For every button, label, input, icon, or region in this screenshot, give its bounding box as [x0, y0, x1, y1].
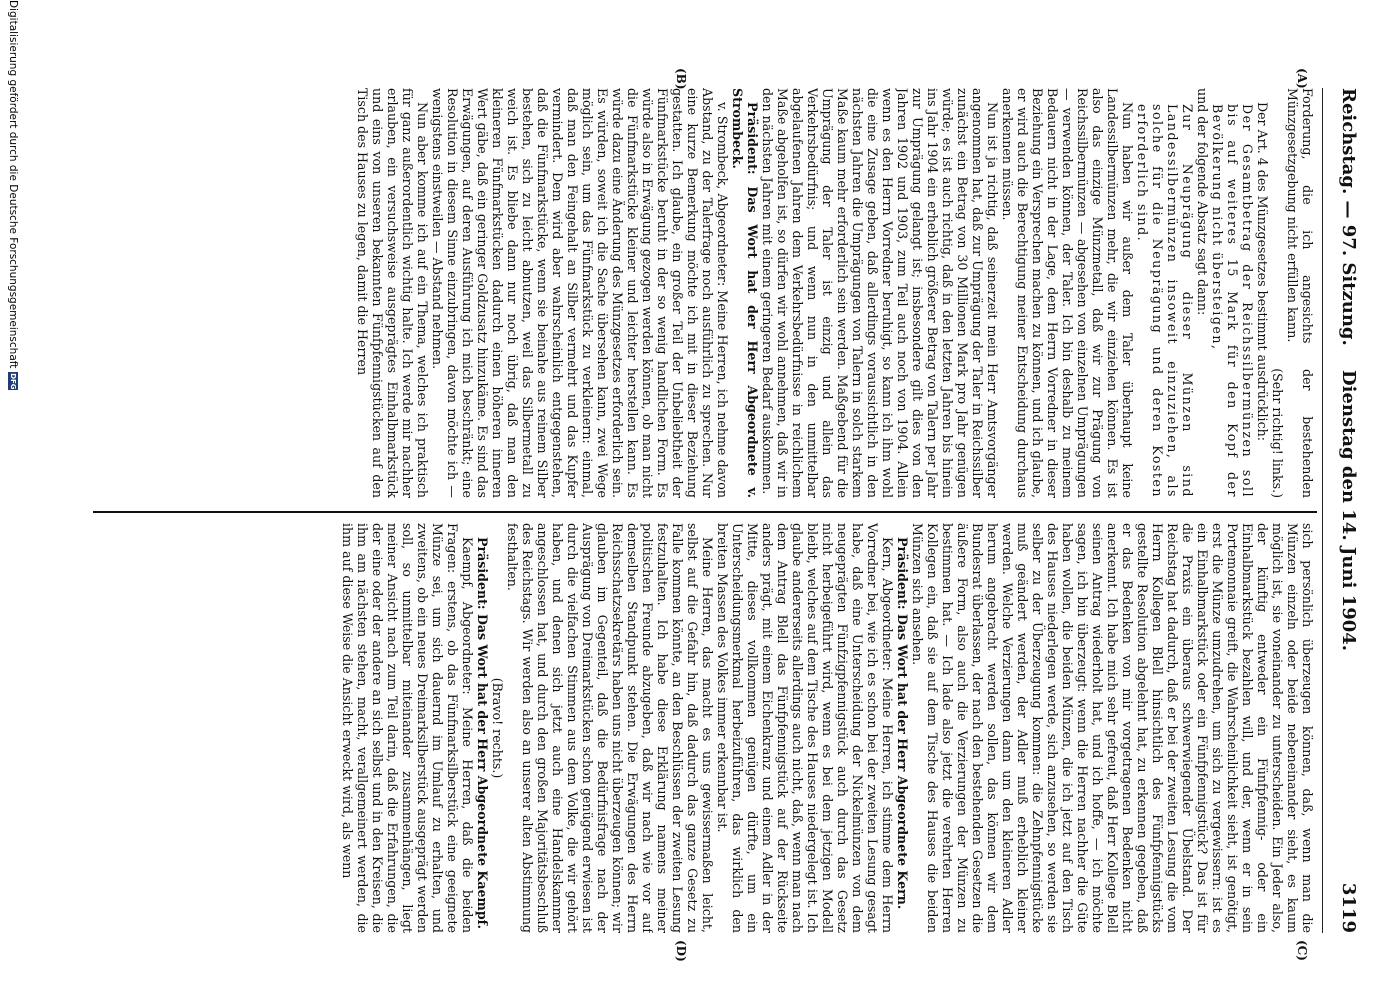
credit-text: Digitalisierung gefördert durch die Deutsche Forschungsgemeinschaft — [7, 0, 19, 369]
right-column — [97, 523, 1315, 933]
paragraph: Meine Herren, das macht es uns gewissermaßen leicht, selbst auf die Gefahr hin, daß dadurch das ganze Gesetz zu Falle kommen könnte, an den Beschlüssen der zweiten Lesung festzuhalten. Ich habe diese Erklärung namens meiner politischen Freunde abzugeben, daß wir nach wie vor auf demselben Standpunkt stehen. Die Erwägungen des Herrn Reichsschatzsekretärs haben uns nicht überzeugen können; wir glauben im Gegenteil, daß die Bedürfnisfrage nach der Ausprägung von Dreimarkstücken schon genügend erwiesen ist durch die vielfachen Stimmen aus dem Volke, die wir gehört haben, und denen sich jetzt auch eine Handelskammer angeschlossen hat, und durch den großen Majoritätsbeschluß des Reichstags. Wir werden also an unserer alten Abstimmung festhalten. — [505, 523, 715, 933]
paragraph: sich persönlich überzeugen können, daß, wenn man die Münzen einzeln oder beide nebeneinander sieht, es kaum möglich ist, sie voneinander zu unterscheiden. Ein Jeder also, der künftig entweder ein Fünfpfennig- oder ein Einhalbmarkstück bezahlen will, und der, wenn er in sein Portemonnaie greift, die Wahrscheinlichkeit sieht, ist genötigt, erst die Münze umzudrehen, um sich zu vergewissern: ist es ein Einhalbmarkstück oder ein Fünfpfennigstück? Das ist für die Praxis ein überaus schwerwiegender Übelstand. Der Reichstag hat dadurch, daß er bei der zweiten Lesung die vom Herrn Kollegen Blell hinsichtlich des Fünfpfennigstücks gestellte Resolution abgelehnt hat, zu erkennen gegeben, daß er das Bedenken von mir vorgetragenen Bedenken nicht anerkennt. Ich habe mich sehr gefreut, daß Herr Kollege Blell seinen Antrag wiederholt hat, und ich hoffe, — ich möchte sagen, ich bin überzeugt: wenn die Herren nachher die Güte haben wollen, die beiden Münzen, die ich jetzt auf den Tisch des Hauses niederlegen werde, sich anzusehen, so werden sie selber zu der Überzeugung kommen: die Zehnpfennigstücke muß geändert werden, der Adler muß erheblich kleiner werden. Welche Verzierungen dann um den kleineren Adler herum angebracht werden sollen, das können wir dem Bundesrat überlassen, der nach den bestehenden Gesetzen die äußere Form, also auch die Verzierungen der Münzen zu bestimmen hat. — Ich lade also jetzt die verehrten Herren Kollegen ein, daß sie auf dem Tische des Hauses die beiden Münzen sich ansehen. — [910, 523, 1315, 933]
speaker-line: Präsident: Das Wort hat der Herr Abgeordnete Kern. — [895, 537, 910, 910]
page-number: 3119 — [1338, 882, 1359, 933]
interjection: (Sehr richtig! links.) — [1270, 368, 1285, 498]
column-divider — [93, 511, 1317, 513]
dfg-logo-icon: DFG — [9, 373, 17, 390]
paragraph: Kaempf, Abgeordneter: Meine Herren, daß die beiden Fragen: erstens, ob das Fünfmarksilberstück eine geeignete Münze sei, um sich dauernd im Umlauf zu erhalten, und zweitens, ob ein neues Dreimarksilberstück ausgeprägt werden soll, so unmittelbar miteinander zusammenhängen, liegt meiner Ansicht nach zum Teil darin, daß die Erfahrungen, die der eine oder der andere an sich selbst und in den Kreisen, die ihm am nächsten stehen, macht, verallgemeinert werden, die ihm auf diese Weise die Ansicht erweckt wird, als wenn — [340, 523, 475, 933]
quotation: Zur Neuprägung dieser Münzen sind Landessilbermünzen insoweit einzuziehen, als solche für die Neuprägung und deren Kosten erforderlich sind. — [1135, 104, 1195, 498]
speaker-line: Präsident: Das Wort hat der Herr Abgeordnete Kaempf. — [475, 537, 490, 930]
page-header — [1323, 88, 1371, 933]
paragraph: und der folgende Absatz sagt dann: — [1195, 88, 1210, 316]
header-rule — [1322, 88, 1323, 933]
header-left: Reichstag. — 97. Sitzung. — [1338, 88, 1359, 346]
paragraph: Nun aber komme ich auf ein Thema, welches ich praktisch für ganz außerordentlich wichtig halte. Ich werde mir nachher erlauben, ein versuchsweise ausgeprägtes Einhalbmarkstück und eins von unseren bekannten Fünfpfennigstücken auf den Tisch des Hauses zu legen, damit die Herren — [355, 88, 430, 498]
paragraph: Kern, Abgeordneter: Meine Herren, ich stimme dem Herrn Vorredner bei, wie ich es schon bei der zweiten Lesung gesagt habe, daß eine Unterscheidung der Nickelmünzen von dem neugeprägten Fünfzigpfennigstück auch durch das Gesetz nicht herbeigeführt wird, wenn es bei dem jetzigen Modell bleibt, welches auf dem Tische des Hauses niedergelegt ist. Ich glaube andererseits allerdings auch nicht, daß, wenn man nach dem Antrag Blell das Fünfpfennigstück auf der Rückseite anders prägt, mit einem Eichenkranz und einem Adler in der Mitte, dieses vollkommen genügen dürfte, um ein Unterscheidungsmerkmal herbeizuführen, das wirklich den breiten Massen des Volkes immer erkennbar ist. — [715, 523, 895, 933]
paragraph: Nun ist ja richtig, daß seinerzeit mein Herr Amtsvorgänger angenommen hat, daß zur Umprägung der Taler in Reichssilber zunächst ein Betrag von 30 Millionen Mark pro Jahr genügen würde; es ist auch richtig, daß in den letzten Jahren bis hinein ins Jahr 1904 ein erheblich größerer Betrag von Talern per Jahr zur Umprägung gelangt ist; insbesondere gilt dies von den Jahren 1902 und 1903, zum Teil auch noch von 1904. Allein wenn es den Herrn Vorredner beruhigt, so kann ich ihm wohl die eine Zusage geben, daß allerdings voraussichtlich in den nächsten Jahren die Umprägungen von Talern in solch starkem Maße kaum mehr erforderlich sein werden. Maßgebend für die Umprägung der Taler ist einzig und allein das Verkehrsbedürfnis; und wenn nun in den unmittelbar abgelaufenen Jahren dem Verkehrsbedürfnisse in reichlichem Maße abgeholfen ist, so dürfen wir wohl annehmen, daß wir in den nächsten Jahren mit einem geringeren Bedarf auskommen. — [760, 88, 1000, 498]
margin-marker-a: (A) — [1295, 68, 1309, 89]
quotation: Der Gesamtbetrag der Reichssilbermünzen soll bis auf weiteres 15 Mark für den Kopf der Bevölkerung nicht übersteigen, — [1210, 104, 1255, 498]
margin-marker-c: (C) — [1295, 940, 1309, 961]
interjection: (Bravo! rechts.) — [490, 677, 505, 779]
margin-marker-b: (B) — [674, 68, 688, 90]
header-date: Dienstag den 14. Juni 1904. — [1338, 369, 1359, 652]
paragraph: Nun haben wir außer dem Taler überhaupt keine Landessilbermünzen mehr, die wir einziehen können. Es ist also das einzige Münzmetall, daß wir zur Prägung von Reichssilbermünzen — abgesehen von einzelnen Umprägungen — verwenden können, der Taler. Ich bin deshalb zu meinem Bedauern nicht in der Lage, dem Herrn Vorredner in dieser Beziehung ein Versprechen machen zu können, und ich glaube, er wird auch die Berechtigung meiner Entscheidung durchaus anerkennen müssen. — [1000, 88, 1135, 498]
margin-marker-d: (D) — [674, 940, 688, 962]
left-column — [97, 88, 1315, 498]
paragraph: Forderung, die ich angesichts der bestehenden Münzgesetzgebung nicht erfüllen kann. — [1285, 88, 1315, 498]
speaker-line: Präsident: Das Wort hat der Herr Abgeordnete v. Strombeck. — [730, 88, 760, 498]
paragraph: v. Strombeck, Abgeordneter: Meine Herren, ich nehme davon Abstand, zu der Talerfrage noch ausführlich zu sprechen. Nur eine kurze Bemerkung möchte ich mit in dieser Beziehung gestatten. Ich glaube, ein großer Teil der Unbeliebtheit der Fünfmarkstücke beruht in der so wenig handlichen Form. Es würde also in Erwägung gezogen werden können, ob man nicht die Fünfmarkstücke kleiner und leichter herstellen kann. Es würde dazu eine Änderung des Münzgesetzes erforderlich sein. Es würden, soweit ich die Sache übersehen kann, zwei Wege möglich sein, um das Fünfmarkstück zu verkleinern: einmal, daß man den Feingehalt an Silber vermehrt und das Kupfer vermindert. Dem wird aber wahrscheinlich entgegenstehen, daß die Fünfmarkstücke, wenn sie beinahe aus reinem Silber bestehen, sich zu leicht abnutzen, weil das Silbermetall zu weich ist. Es bliebe dann nur noch übrig, daß man den kleineren Fünfmarkstücken dadurch einen höheren inneren Wert gäbe, daß ein geringer Goldzusatz hinzukäme. Es sind das Erwägungen, auf deren Ausführung ich mich beschränkt; eine Resolution in diesem Sinne einzubringen, davon möchte ich — wenigstens einstweilen — Abstand nehmen. — [430, 88, 730, 498]
paragraph: Der Art. 4 des Münzgesetzes bestimmt ausdrücklich: — [1255, 102, 1270, 441]
digitization-credit — [7, 0, 19, 390]
